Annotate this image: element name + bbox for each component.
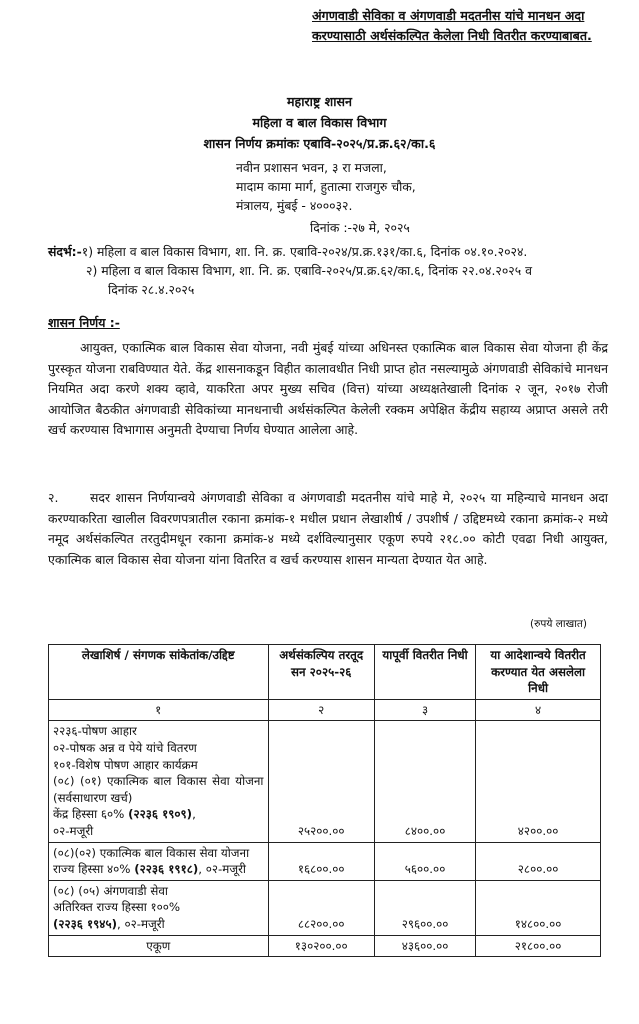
references [48,242,628,299]
unit-note: (रुपये लाखात) [530,618,587,630]
header-head-of-account: लेखाशिर्ष / संगणक सांकेतांक/उद्दिष्ट [49,645,269,700]
paragraph-2-text: सदर शासन निर्णयान्वये अंगणवाडी सेविका व अंगणवाडी मदतनीस यांचे माहे मे, २०२५ या महिन्याचे मानधन अदा करण्याकरिता खालील विवरणपत्रातील रकाना क्रमांक-१ मधील प्रधान लेखाशीर्ष / उपशीर्ष / उद्दिष्टमध्ये रकाना क्रमांक-२ मध्ये नमूद अर्थसंकल्पित तरतुदीमधून रकाना क्रमांक-४ मध्ये दर्शविल्यानुसार एकूण रुपये २१८.०० कोटी एवढा निधी आयुक्त, एकात्मिक बाल विकास सेवा योजना यांना वितरित व खर्च करण्यास शासन मान्यता देण्यात येत आहे. [48,490,608,567]
address-line: नवीन प्रशासन भवन, ३ रा मजला, [236,160,387,175]
reference-1 [48,242,628,261]
share-text: राज्य हिस्सा ४०% [53,862,135,877]
code-suffix: , ०२-मजूरी [198,862,246,877]
account-share-line [53,861,264,878]
department-name: महिला व बाल विकास विभाग [252,115,387,130]
paragraph-number: २. [48,490,59,505]
account-line: अतिरिक्त राज्य हिस्सा १००% [53,900,181,915]
decision-heading: शासन निर्णय :- [48,315,120,330]
subject-heading: अंगणवाडी सेविका व अंगणवाडी मदतनीस यांचे मानधन अदा करण्यासाठी अर्थसंकल्पित केलेला निधी वितरीत करण्याबाबत. [312,8,592,43]
gr-number: शासन निर्णय क्रमांकः एबावि-२०२५/प्र.क्र.६२/का.६ [203,136,436,151]
account-line: ०२-पोषक अन्न व पेये यांचे वितरण [53,740,197,755]
account-code: (२२३६ १९०९) [128,807,193,822]
release-amount: ४२००.०० [476,721,601,842]
header-budget-provision: अर्थसंकल्पिय तरतूद सन २०२५-२६ [268,645,374,700]
government-name: महाराष्ट्र शासन [287,94,352,109]
account-share-line [53,806,264,823]
account-line: (०८) (०१) एकात्मिक बाल विकास सेवा योजना (सर्वसाधारण खर्च) [53,774,264,805]
decision-paragraph-1: आयुक्त, एकात्मिक बाल विकास सेवा योजना, नवी मुंबई यांच्या अधिनस्त एकात्मिक बाल विकास सेवा योजना ही केंद्र पुरस्कृत योजना राबविण्यात येते. केंद्र शासनाकडून विहीत कालावधीत निधी प्राप्त होत नसल्यामुळे अंगणवाडी सेविकांचे मानधन नियमित अदा करणे शक्य व्हावे, याकरिता अपर मुख्य सचिव (वित्त) यांच्या अध्यक्षतेखाली दिनांक २ जून, २०१७ रोजी आयोजित बैठकीत अंगणवाडी सेविकांच्या मानधनाची अर्थसंकल्पित केलेली रक्कम अपेक्षित केंद्रीय सहाय्य अप्राप्त असले तरी खर्च करण्यास विभागास अनुमती देण्याचा निर्णय घेण्यात आलेला आहे. [48,340,608,438]
prior-amount: २९६००.०० [374,880,475,935]
references-label: संदर्भ:- [48,244,82,259]
reference-2: २) महिला व बाल विकास विभाग, शा. नि. क्र. एबावि-२०२५/प्र.क्र.६२/का.६, दिनांक २२.०४.२०२५ व [86,263,533,278]
prior-amount: ५६००.०० [374,842,475,880]
column-index: १ [49,699,269,721]
total-label: एकूण [49,935,269,957]
budget-amount: ८८२००.०० [268,880,374,935]
account-line: २२३६-पोषण आहार [53,724,137,739]
prior-amount: ८४००.०० [374,721,475,842]
decision-paragraph-2 [48,488,608,570]
address-line: मादाम कामा मार्ग, हुतात्मा राजगुरु चौक, [236,179,416,194]
header-prior-released: यापूर्वी वितरीत निधी [374,645,475,700]
office-address [236,158,416,215]
code-suffix: , ०२-मजूरी [116,916,165,931]
account-line: १०१-विशेष पोषण आहार कार्यक्रम [53,757,198,772]
table-header-row [49,645,601,700]
column-index: ४ [476,699,601,721]
account-line: ०२-मजूरी [53,823,94,838]
account-cell [49,721,269,842]
account-cell [49,880,269,935]
account-code: (२२३६ १९१८) [134,862,199,877]
fund-allocation-table [48,644,601,957]
column-index: २ [268,699,374,721]
table-row [49,721,601,842]
release-amount: २८००.०० [476,842,601,880]
account-line: (०८)(०२) एकात्मिक बाल विकास सेवा योजना [53,845,250,860]
account-cell [49,842,269,880]
total-budget: १३०२००.०० [268,935,374,957]
header-released-now: या आदेशान्वये वितरीत करण्यात येत असलेला निधी [476,645,601,700]
total-release: २१८००.०० [476,935,601,957]
release-amount: १४८००.०० [476,880,601,935]
share-text: केंद्र हिस्सा ६०% [53,807,129,822]
budget-amount: १६८००.०० [268,842,374,880]
reference-1-text: १) महिला व बाल विकास विभाग, शा. नि. क्र. एबावि-२०२४/प्र.क्र.१३१/का.६, दिनांक ०४.१०.२०२४. [81,244,528,259]
column-index-row [49,699,601,721]
account-share-line [53,916,264,933]
account-line: (०८) (०५) अंगणवाडी सेवा [53,883,168,898]
table-row [49,842,601,880]
total-prior: ४३६००.०० [374,935,475,957]
code-suffix: , [192,807,196,822]
column-index: ३ [374,699,475,721]
budget-amount: २५२००.०० [268,721,374,842]
total-row [49,935,601,957]
address-line: मंत्रालय, मुंबई - ४०००३२. [236,198,353,213]
table-row [49,880,601,935]
account-code: (२२३६ १९४५) [53,916,117,931]
reference-2-cont: दिनांक २८.४.२०२५ [108,282,195,297]
issue-date: दिनांक :-२७ मे, २०२५ [310,220,410,235]
